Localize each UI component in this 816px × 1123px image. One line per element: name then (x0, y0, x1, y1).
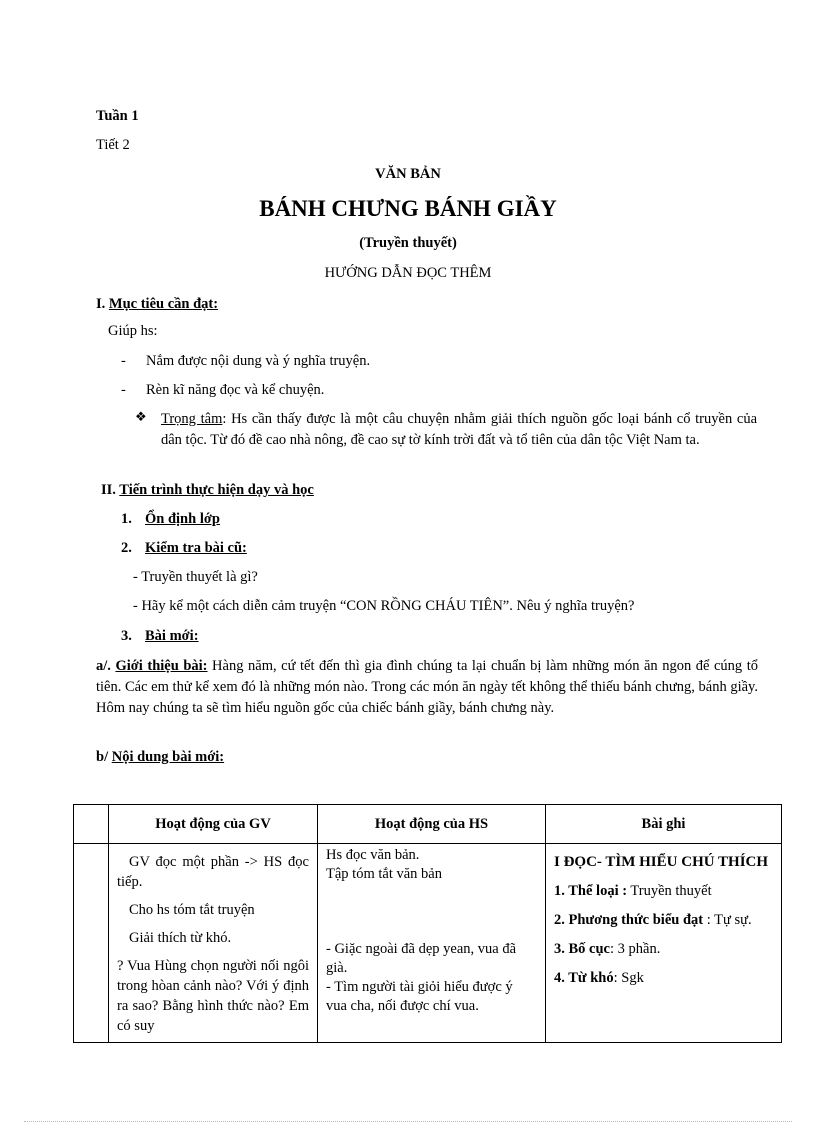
notes-item-label: 2. Phương thức biểu đạt (554, 912, 704, 928)
teacher-activity-item: Giải thích từ khó. (129, 930, 232, 946)
intro-prefix: a/. (96, 658, 111, 674)
content-prefix: b/ (96, 749, 109, 765)
notes-item-label: 1. Thể loại : (554, 883, 628, 899)
section2-number: II. (101, 482, 116, 498)
section1-heading (96, 296, 218, 313)
table-header-cell: Bài ghi (546, 805, 782, 844)
lesson-notes-cell (546, 844, 782, 1043)
review-question: - Truyền thuyết là gì? (133, 569, 258, 585)
notes-heading: I ĐỌC- TÌM HIỂU CHÚ THÍCH (554, 854, 769, 870)
step1-number: 1. (121, 511, 132, 527)
student-activity-cell (318, 844, 546, 1043)
dash-icon: - (121, 353, 126, 369)
section1-title: Mục tiêu cần đạt: (108, 296, 219, 312)
section2-heading (101, 482, 314, 499)
notes-item-text: : Sgk (613, 970, 644, 986)
notes-item-label: 4. Từ khó (554, 970, 614, 986)
notes-item (554, 910, 773, 931)
content-label: Nội dung bài mới: (111, 749, 225, 765)
notes-item-text: : 3 phần. (609, 941, 661, 957)
objective-item: Rèn kĩ năng đọc và kể chuyện. (146, 382, 325, 398)
notes-item (554, 939, 773, 960)
guide-label: HƯỚNG DẪN ĐỌC THÊM (324, 265, 492, 281)
notes-item-label: 3. Bố cục (554, 941, 610, 957)
table-cell-empty (74, 844, 109, 1043)
section1-number: I. (96, 296, 106, 312)
notes-item-text: Truyền thuyết (627, 883, 712, 899)
period-label: Tiết 2 (96, 137, 130, 153)
notes-item (554, 968, 773, 989)
table-row (74, 844, 782, 1043)
text-type-label: VĂN BẢN (375, 166, 441, 182)
lesson-table (73, 804, 782, 1043)
intro-label: Giới thiệu bài: (115, 658, 208, 674)
teacher-activity-item: Cho hs tóm tắt truyện (129, 902, 255, 918)
step2-number: 2. (121, 540, 132, 556)
section2-title: Tiến trình thực hiện dạy và học (119, 482, 314, 498)
step2-title: Kiểm tra bài cũ: (145, 540, 247, 556)
page-title: BÁNH CHƯNG BÁNH GIẦY (259, 196, 557, 221)
page-bottom-divider (24, 1121, 792, 1122)
student-activity-item: Tập tóm tắt văn bản (326, 866, 442, 882)
diamond-bullet-icon: ❖ (135, 409, 147, 424)
content-heading (96, 749, 224, 766)
teacher-activity-item: GV đọc một phần -> HS đọc tiếp. (117, 854, 309, 890)
student-activity-item: Hs đọc văn bản. (326, 847, 420, 863)
intro-paragraph (96, 656, 758, 719)
student-activity-item: - Giặc ngoài đã dẹp yean, vua đã già. (326, 941, 517, 976)
focus-text: : Hs cần thấy được là một câu chuyện nhằm giải thích nguồn gốc loại bánh cổ truyền của dân tộc. Từ đó đề cao nhà nông, đề cao sự tờ kính trời đất và tổ tiên của dân tộc Việt Nam ta. (161, 411, 758, 448)
focus-label: Trọng tâm (161, 411, 223, 427)
week-label: Tuần 1 (96, 108, 139, 124)
step3-number: 3. (121, 628, 132, 644)
table-header-cell (74, 805, 109, 844)
focus-paragraph (161, 409, 757, 451)
step1-title: Ổn định lớp (145, 511, 220, 527)
table-header-cell: Hoạt động của GV (109, 805, 318, 844)
dash-icon: - (121, 382, 126, 398)
section1-intro: Giúp hs: (108, 323, 158, 339)
table-header-row (74, 805, 782, 844)
notes-item-text: : Tự sự. (703, 912, 752, 928)
notes-item (554, 881, 773, 902)
objective-item: Nắm được nội dung và ý nghĩa truyện. (146, 353, 371, 369)
step3-title: Bài mới: (145, 628, 199, 644)
student-activity-item: - Tìm người tài giỏi hiểu được ý vua cha, nối được chí vua. (326, 979, 513, 1014)
genre-label: (Truyền thuyết) (359, 235, 457, 251)
table-header-cell: Hoạt động của HS (318, 805, 546, 844)
teacher-activity-item: ? Vua Hùng chọn người nối ngôi trong hòan cảnh nào? Với ý định ra sao? Bằng hình thức nào? Em có suy (117, 958, 309, 1034)
teacher-activity-cell (109, 844, 318, 1043)
review-question: - Hãy kể một cách diễn cảm truyện “CON RỒNG CHÁU TIÊN”. Nêu ý nghĩa truyện? (133, 598, 635, 614)
intro-text: Hàng năm, cứ tết đến thì gia đình chúng ta lại chuẩn bị làm những món ăn ngon để cúng tổ tiên. Các em thử kể xem đó là những món nào. Trong các món ăn ngày tết không thể thiếu bánh chưng, bánh giầy. Hôm nay chúng ta sẽ tìm hiểu nguồn gốc của chiếc bánh giầy, bánh chưng này. (96, 658, 759, 716)
